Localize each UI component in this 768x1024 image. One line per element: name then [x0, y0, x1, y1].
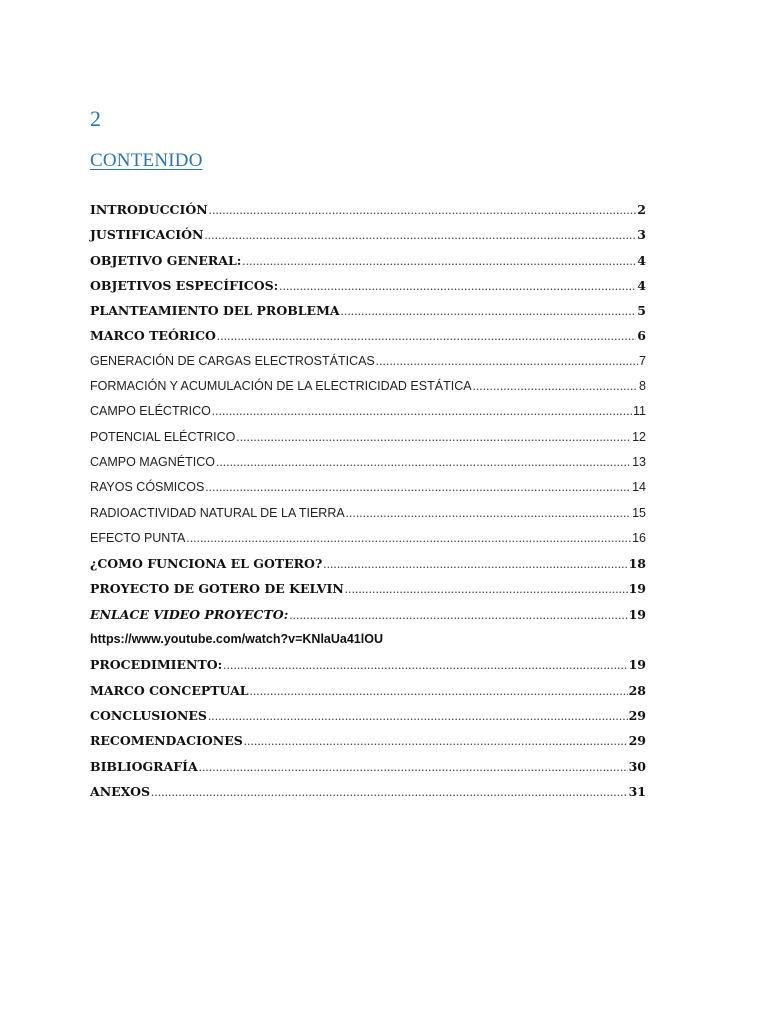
toc-entry-campo-electrico[interactable]: CAMPO ELÉCTRICO ..... 11 [90, 404, 646, 429]
toc-entry-objetivo-general[interactable]: OBJETIVO GENERAL: ..... 4 [90, 253, 646, 278]
video-link[interactable]: https://www.youtube.com/watch?v=KNlaUa41lOU [90, 632, 383, 647]
toc-entry-anexos[interactable]: ANEXOS ..... 31 [90, 784, 646, 809]
page-number: 2 [90, 106, 101, 131]
toc-entry-introduccion[interactable]: INTRODUCCIÓN ..... 2 [90, 202, 646, 227]
toc-entry-marco-teorico[interactable]: MARCO TEÓRICO ..... 6 [90, 328, 646, 353]
toc-entry-marco-conceptual[interactable]: MARCO CONCEPTUAL ..... 28 [90, 683, 646, 708]
toc-entry-formacion-acumulacion[interactable]: FORMACIÓN Y ACUMULACIÓN DE LA ELECTRICIDAD ESTÁTICA ..... 8 [90, 379, 646, 404]
toc-entry-potencial-electrico[interactable]: POTENCIAL ELÉCTRICO ..... 12 [90, 430, 646, 455]
toc-heading: CONTENIDO [90, 150, 203, 171]
toc-entry-planteamiento[interactable]: PLANTEAMIENTO DEL PROBLEMA ..... 5 [90, 303, 646, 328]
toc-entry-como-funciona[interactable]: ¿COMO FUNCIONA EL GOTERO? ..... 18 [90, 556, 646, 581]
toc-entry-rayos-cosmicos[interactable]: RAYOS CÓSMICOS ..... 14 [90, 480, 646, 505]
toc-entry-procedimiento[interactable]: PROCEDIMIENTO: ..... 19 [90, 657, 646, 682]
toc-entry-bibliografia[interactable]: BIBLIOGRAFÍA ..... 30 [90, 759, 646, 784]
toc-entry-proyecto-gotero[interactable]: PROYECTO DE GOTERO DE KELVIN ..... 19 [90, 581, 646, 606]
toc-entry-campo-magnetico[interactable]: CAMPO MAGNÉTICO ..... 13 [90, 455, 646, 480]
toc-entry-objetivos-especificos[interactable]: OBJETIVOS ESPECÍFICOS: ..... 4 [90, 278, 646, 303]
table-of-contents [90, 202, 646, 809]
toc-entry-enlace-video[interactable]: ENLACE VIDEO PROYECTO: ..... 19 [90, 607, 646, 632]
toc-entry-generacion-cargas[interactable]: GENERACIÓN DE CARGAS ELECTROSTÁTICAS ..... 7 [90, 354, 646, 379]
toc-entry-radioactividad[interactable]: RADIOACTIVIDAD NATURAL DE LA TIERRA ..... 15 [90, 506, 646, 531]
toc-entry-justificacion[interactable]: JUSTIFICACIÓN ..... 3 [90, 227, 646, 252]
toc-entry-conclusiones[interactable]: CONCLUSIONES ..... 29 [90, 708, 646, 733]
toc-entry-recomendaciones[interactable]: RECOMENDACIONES ..... 29 [90, 733, 646, 758]
toc-entry-efecto-punta[interactable]: EFECTO PUNTA ..... 16 [90, 531, 646, 556]
